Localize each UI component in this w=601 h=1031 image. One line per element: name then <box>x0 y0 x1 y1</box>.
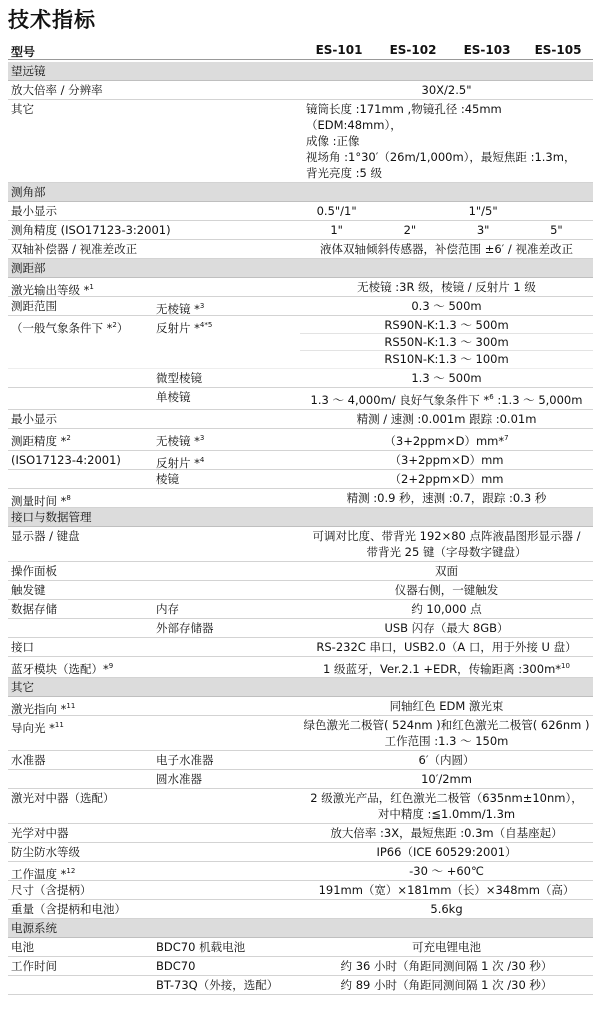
label-laser-plummet: 激光对中器（选配） <box>11 791 115 806</box>
label-work-time: 工作时间 <box>11 959 57 974</box>
text: （3+2ppm×D）mm* <box>384 433 505 448</box>
row-optical-plummet <box>8 824 593 843</box>
value-acc-sheet: （3+2ppm×D）mm <box>389 452 504 467</box>
row-weight <box>8 900 593 919</box>
value-angle-min-es101: 0.5"/1" <box>316 204 357 218</box>
line: 对中精度 :≦1.0mm/1.3m <box>377 807 516 822</box>
value-laser-plummet <box>300 789 593 823</box>
row-guide-light <box>8 716 593 751</box>
value-size: 191mm（宽）×181mm（长）×348mm（高） <box>318 883 575 898</box>
footnote: 4 <box>199 455 205 464</box>
footnote: 2 <box>112 321 117 329</box>
row-panel <box>8 562 593 581</box>
label-trigger: 触发键 <box>11 582 46 597</box>
row-mini-prism <box>8 369 593 388</box>
label-laser-class <box>11 279 94 298</box>
value-display <box>300 527 593 561</box>
value-port: RS-232C 串口，USB2.0（A 口，用于外接 U 盘） <box>316 639 577 654</box>
text: 激光输出等级 * <box>11 282 90 297</box>
footnote: 6 <box>489 393 494 401</box>
line: 带背光 25 键（字母数字键盘） <box>366 544 527 559</box>
row-size <box>8 881 593 900</box>
value-sheet <box>300 316 593 368</box>
label-circular-level: 圆水准器 <box>156 772 202 787</box>
row-temperature <box>8 862 593 881</box>
section-interface: 接口与数据管理 <box>8 508 593 527</box>
row-external-storage <box>8 619 593 638</box>
label-ip-rating: 防尘防水等级 <box>11 845 80 860</box>
value-single-prism <box>300 388 593 409</box>
line: 绿色激光二极管( 524nm )和红色激光二极管( 626nm ) <box>303 718 590 733</box>
text: 1.3 ～ 4,000m/ 良好气象条件下 * <box>310 392 490 407</box>
footnote: 4*5 <box>199 321 213 329</box>
value-trigger: 仪器右侧，一键触发 <box>394 582 499 597</box>
model-es103: ES-103 <box>463 43 511 57</box>
value-compensator: 液体双轴倾斜传感器，补偿范围 ±6′ / 视准差改正 <box>320 242 573 256</box>
label-panel: 操作面板 <box>11 563 57 578</box>
label-angle-accuracy: 测角精度 (ISO17123-3:2001) <box>11 223 171 237</box>
label-prismless <box>156 298 204 317</box>
footnote: 7 <box>504 433 509 442</box>
model-label: 型号 <box>11 45 36 59</box>
row-trigger <box>8 581 593 600</box>
row-angle-accuracy <box>8 221 593 240</box>
label-size: 尺寸（含提柄） <box>11 883 92 898</box>
line: 背光亮度 :5 级 <box>306 166 383 180</box>
line: 可调对比度、带背光 192×80 点阵液晶图形显示器 / <box>312 528 581 543</box>
label-memory: 内存 <box>156 601 179 616</box>
row-display <box>8 527 593 562</box>
value-panel: 双面 <box>435 563 458 578</box>
page-title: 技术指标 <box>8 8 96 32</box>
acc-es101: 1" <box>330 223 343 237</box>
label-display: 显示器 / 键盘 <box>11 528 80 543</box>
label-acc-sheet <box>156 452 204 471</box>
text: 蓝牙模块（选配）* <box>11 661 109 676</box>
row-range-prismless <box>8 297 593 316</box>
value-angle-min-others: 1"/5" <box>468 204 498 218</box>
footnote: 11 <box>66 702 76 711</box>
section-other: 其它 <box>8 678 593 697</box>
label-acc-prismless <box>156 430 204 449</box>
line: 2 级激光产品，红色激光二极管（635nm±10nm）， <box>310 791 583 806</box>
text: （一般气象条件下 * <box>11 320 113 335</box>
footnote: 2 <box>66 433 71 442</box>
row-laser-plummet <box>8 789 593 824</box>
value-optical-plummet: 放大倍率 :3X，最短焦距 :0.3m（自基座起） <box>330 826 563 841</box>
label-bluetooth <box>11 658 113 677</box>
text: 无棱镜 * <box>156 301 200 316</box>
footnote: 11 <box>54 721 64 730</box>
label-angle-min: 最小显示 <box>11 204 57 218</box>
text: 无棱镜 * <box>156 433 200 448</box>
label-external-storage: 外部存储器 <box>156 620 214 635</box>
value-bluetooth <box>300 657 593 678</box>
line: 成像 :正像 <box>306 134 360 148</box>
line: RS90N-K:1.3 ～ 500m <box>300 317 593 334</box>
text: ） <box>116 320 129 335</box>
value-laser-pointer: 同轴红色 EDM 激光束 <box>389 699 504 714</box>
label-compensator: 双轴补偿器 / 视准差改正 <box>11 242 138 256</box>
row-work-time-2 <box>8 976 593 995</box>
line: RS50N-K:1.3 ～ 300m <box>300 334 593 351</box>
label-battery-model: BDC70 机载电池 <box>156 940 246 955</box>
spec-table <box>8 62 593 995</box>
row-ip-rating <box>8 843 593 862</box>
footnote: 10 <box>561 661 570 670</box>
footnote: 3 <box>199 433 205 442</box>
label-storage: 数据存储 <box>11 601 57 616</box>
text: 激光指向 * <box>11 702 67 717</box>
row-acc-sheet <box>8 451 593 470</box>
value-min-display: 精测 / 速测 :0.001m 跟踪 :0.01m <box>356 411 537 426</box>
text: 反射片 * <box>156 455 200 470</box>
label-guide-light <box>11 717 64 736</box>
value-memory: 约 10,000 点 <box>411 601 482 616</box>
row-measure-time <box>8 489 593 508</box>
row-memory <box>8 600 593 619</box>
value-ip-rating: IP66（ICE 60529:2001） <box>376 845 517 860</box>
value-telescope-other <box>300 100 593 182</box>
text: 工作温度 * <box>11 867 67 882</box>
section-distance: 测距部 <box>8 259 593 278</box>
label-min-display: 最小显示 <box>11 411 57 426</box>
value-angle-min <box>300 202 593 220</box>
value-battery: 可充电锂电池 <box>412 940 481 955</box>
text: 反射片 * <box>156 320 200 335</box>
text: 测距精度 * <box>11 433 67 448</box>
row-acc-prismless <box>8 429 593 451</box>
value-angle-accuracy <box>300 221 593 239</box>
label-level: 水准器 <box>11 753 46 768</box>
label-laser-pointer <box>11 698 75 717</box>
label-weight: 重量（含提柄和电池） <box>11 902 126 917</box>
row-electronic-level <box>8 751 593 770</box>
footnote: 8 <box>66 493 71 502</box>
line: 视场角 :1°30′（26m/1,000m），最短焦距 :1.3m， <box>306 150 576 164</box>
value-laser-class: 无棱镜 :3R 级，棱镜 / 反射片 1 级 <box>357 280 536 294</box>
label-battery: 电池 <box>11 940 34 955</box>
label-range: 测距范围 <box>11 299 57 313</box>
label-electronic-level: 电子水准器 <box>156 753 214 768</box>
row-compensator <box>8 240 593 259</box>
value-circular-level: 10′/2mm <box>421 772 472 787</box>
footnote: 1 <box>89 283 94 291</box>
value-temperature: -30 ～ +60℃ <box>409 864 484 879</box>
section-power: 电源系统 <box>8 919 593 938</box>
section-telescope: 望远镜 <box>8 62 593 81</box>
label-acc-prism: 棱镜 <box>156 471 179 486</box>
line: RS10N-K:1.3 ～ 100m <box>384 352 509 366</box>
label-distance-accuracy <box>11 430 71 449</box>
row-laser-pointer <box>8 697 593 716</box>
model-es105: ES-105 <box>534 43 582 57</box>
acc-es103: 3" <box>476 223 490 237</box>
label-measure-time <box>11 490 71 509</box>
label-distance-accuracy-iso: (ISO17123-4:2001) <box>11 452 121 467</box>
value-guide-light <box>300 716 593 750</box>
row-circular-level <box>8 770 593 789</box>
row-min-display <box>8 410 593 429</box>
value-magnification: 30X/2.5" <box>421 83 472 97</box>
model-es102: ES-102 <box>389 43 437 57</box>
label-magnification: 放大倍率 / 分辨率 <box>11 83 103 97</box>
label-port: 接口 <box>11 639 34 654</box>
text: 1 级蓝牙，Ver.2.1 +EDR，传输距离 :300m* <box>323 661 562 676</box>
text: 导向光 * <box>11 721 55 736</box>
line: 工作范围 :1.3 ～ 150m <box>384 734 509 749</box>
value-external-storage: USB 闪存（最大 8GB） <box>384 620 509 635</box>
label-work-model-2: BT-73Q（外接，选配） <box>156 978 279 993</box>
value-mini-prism: 1.3 ～ 500m <box>411 371 482 385</box>
acc-es105: 5" <box>550 223 563 237</box>
row-battery <box>8 938 593 957</box>
footnote: 12 <box>66 867 76 876</box>
label-work-model-1: BDC70 <box>156 959 196 974</box>
value-work-time-1: 约 36 小时（角距同测间隔 1 次 /30 秒） <box>340 959 553 974</box>
value-electronic-level: 6′（内圆） <box>418 753 475 768</box>
label-telescope-other: 其它 <box>11 102 34 116</box>
label-temperature <box>11 863 75 882</box>
value-measure-time: 精测 :0.9 秒，速测 :0.7，跟踪 :0.3 秒 <box>346 490 547 505</box>
row-telescope-other <box>8 100 593 183</box>
section-angle: 测角部 <box>8 183 593 202</box>
model-es101: ES-101 <box>315 43 363 57</box>
footnote: 3 <box>199 302 205 310</box>
row-laser-class <box>8 278 593 297</box>
label-single-prism: 单棱镜 <box>156 390 191 404</box>
label-optical-plummet: 光学对中器 <box>11 826 69 841</box>
value-work-time-2: 约 89 小时（角距同测间隔 1 次 /30 秒） <box>340 978 553 993</box>
label-mini-prism: 微型棱镜 <box>156 371 202 385</box>
text: 测量时间 * <box>11 493 67 508</box>
value-weight: 5.6kg <box>430 902 463 917</box>
label-sheet <box>156 317 212 336</box>
label-range-conditions <box>11 317 128 336</box>
model-header-row <box>8 40 593 60</box>
line: 镜筒长度 :171mm ,物镜孔径 :45mm（EDM:48mm）， <box>306 102 502 132</box>
row-single-prism <box>8 388 593 410</box>
text: :1.3 ～ 5,000m <box>493 392 583 407</box>
acc-es102: 2" <box>403 223 417 237</box>
value-range-prismless: 0.3 ～ 500m <box>411 299 482 313</box>
footnote: 9 <box>108 661 114 670</box>
row-range-sheet <box>8 316 593 369</box>
value-acc-prismless <box>300 429 593 450</box>
row-bluetooth <box>8 657 593 679</box>
value-acc-prism: （2+2ppm×D）mm <box>389 471 504 486</box>
row-magnification <box>8 81 593 100</box>
row-acc-prism <box>8 470 593 489</box>
row-work-time-1 <box>8 957 593 976</box>
row-angle-min <box>8 202 593 221</box>
row-port <box>8 638 593 657</box>
